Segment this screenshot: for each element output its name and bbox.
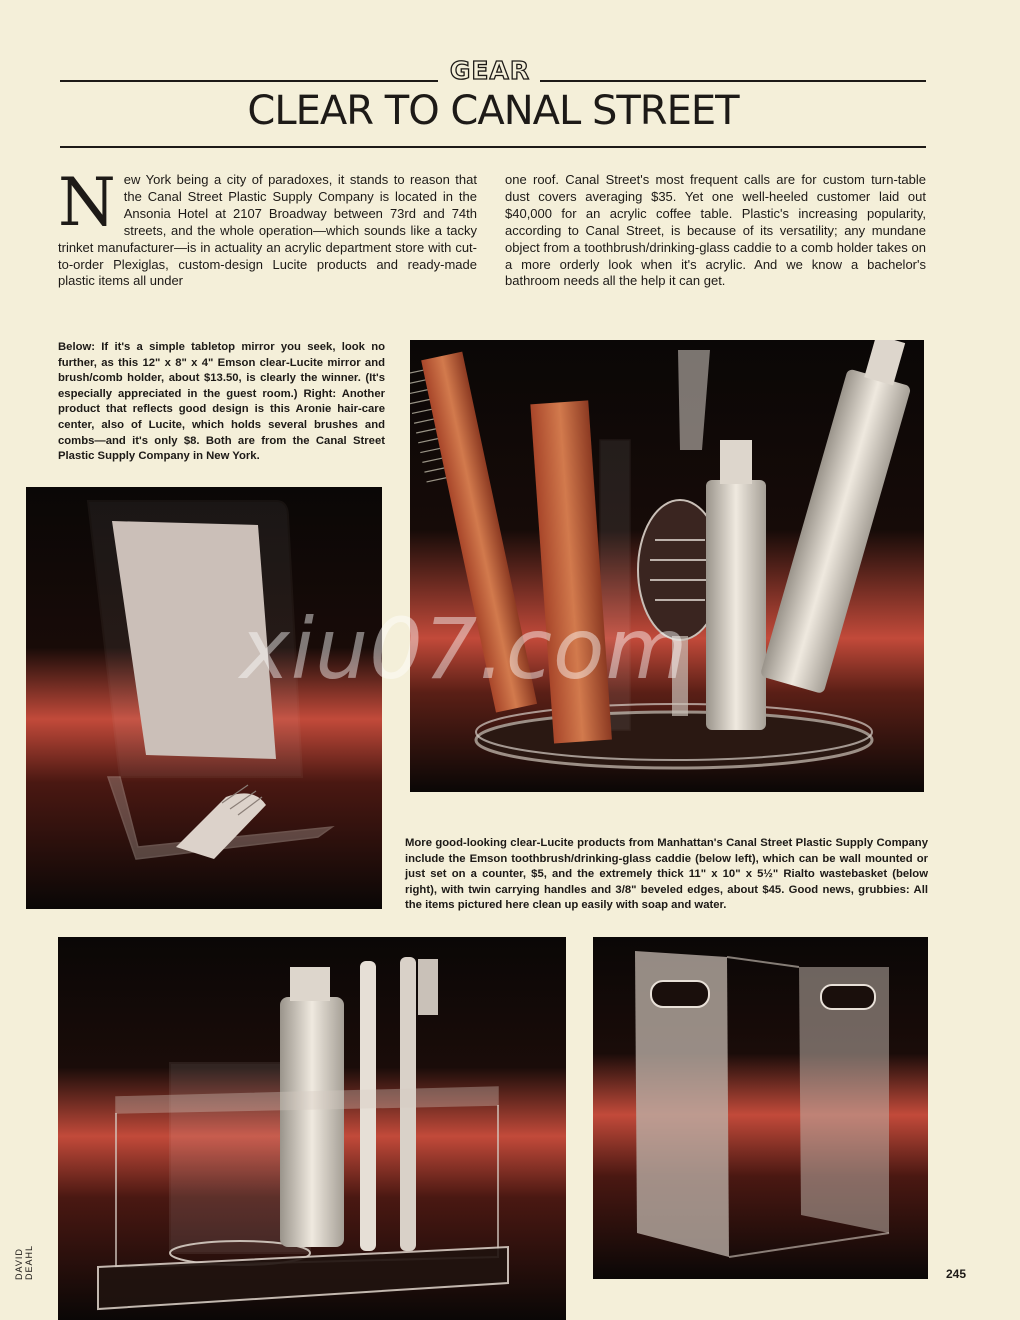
photo-toothbrush-caddie [58,937,566,1320]
photo-hair-care-center [410,340,924,792]
section-label: GEAR [449,56,531,85]
caption-mirror-and-hair-center: Below: If it's a simple tabletop mirror you seek, look no further, as this 12" x 8" x 4" Emson clear-Lucite mirror and brush/comb holder, about $13.50, is clearly the winner. (It's especially appreciated in the guest room.) Right: Another product that reflects good design is this Aronie hair-care center, also of Lucite, which holds several brushes and combs—and it's only $8. Both are from the Canal Street Plastic Supply Company in New York. [58,341,385,463]
header-rule-left [60,80,438,82]
header-rule-right [540,80,926,82]
watermark-text: xiu07.com [240,600,689,698]
drop-cap: N [58,164,116,241]
article-column-1 [58,164,477,290]
article-headline: CLEAR TO CANAL STREET [247,88,739,134]
article-column-2 [505,172,926,290]
photo-tabletop-mirror [26,487,382,909]
page-number: 245 [946,1267,967,1281]
article-column-2-text: one roof. Canal Street's most frequent calls are for custom turn-table dust covers averaging $35. Yet one well-heeled customer laid out $40,000 for an acrylic coffee table. Plastic's increasing popularity, according to Canal Street, is because of its versatility; any mundane object from a toothbrush/drinking-glass caddie to a comb holder takes on a more orderly look when it's acrylic. And we know a bachelor's bathroom needs all the help it can get. [505,172,926,289]
article-column-1-text: ew York being a city of paradoxes, it stands to reason that the Canal Street Plastic Supply Company is located in the Ansonia Hotel at 2107 Broadway between 73rd and 74th streets, and the whole operation—which sounds like a tacky trinket manufacturer—is in actuality an acrylic department store with cut-to-order Plexiglas, custom-design Lucite products and ready-made plastic items all under [58,172,477,289]
headline-rule [60,146,926,148]
caption-caddie-and-wastebasket: More good-looking clear-Lucite products from Manhattan's Canal Street Plastic Supply Company include the Emson toothbrush/drinking-glass caddie (below left), which can be wall mounted or just set on a counter, $5, and the extremely thick 11" x 10" x 5½" Rialto wastebasket (below right), with twin carrying handles and 3/8" beveled edges, about $45. Good news, grubbies: All the items pictured here clean up easily with soap and water. [405,837,928,912]
photo-credit: DAVID DEAHL [14,1244,34,1280]
photo-wastebasket [593,937,928,1279]
